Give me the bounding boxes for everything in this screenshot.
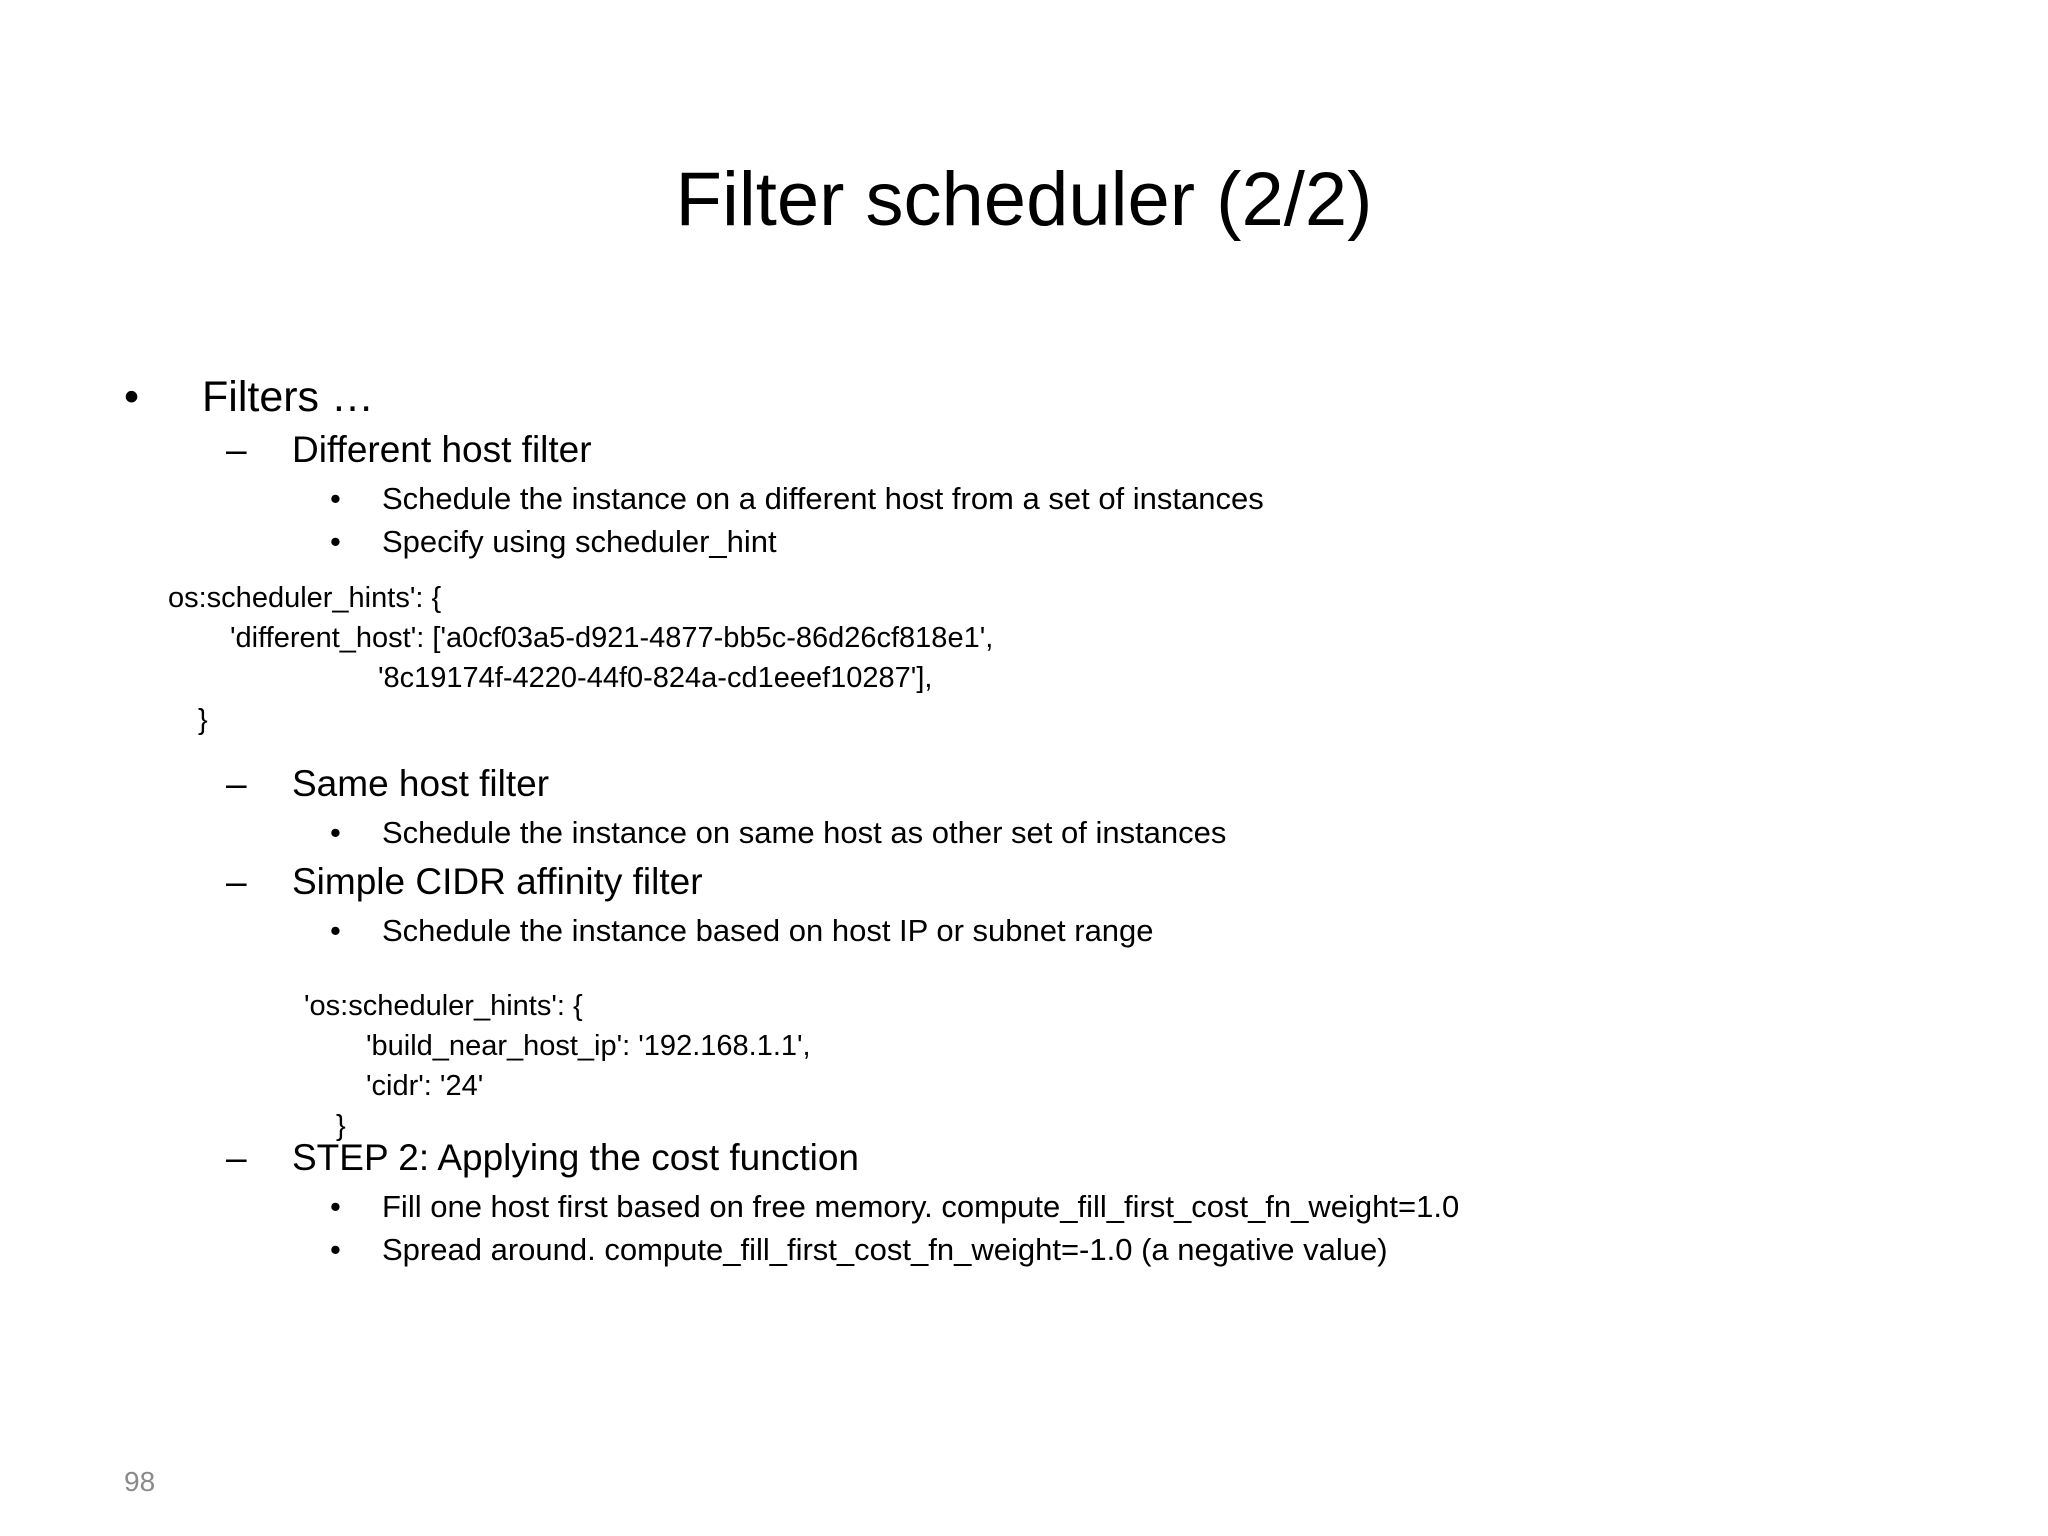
dash-step2: – [226, 1137, 247, 1178]
same-host-point-1: Schedule the instance on same host as other set of instances [382, 815, 1227, 850]
different-host-point-1: Schedule the instance on a different host from a set of instances [382, 481, 1264, 516]
dash-different-host: – [226, 429, 247, 470]
slide-title: Filter scheduler (2/2) [675, 157, 1373, 242]
bullet-same-host-1: • [330, 815, 341, 850]
dash-cidr-affinity: – [226, 861, 247, 902]
different-host-heading: Different host filter [292, 429, 592, 470]
bullet-filters: • [124, 373, 140, 421]
code-line: 'cidr': '24' [366, 1070, 484, 1102]
code-line: os:scheduler_hints': { [168, 582, 442, 614]
code-line: 'build_near_host_ip': '192.168.1.1', [366, 1030, 811, 1062]
step2-point-1: Fill one host first based on free memory. compute_fill_first_cost_fn_weight=1.0 [382, 1189, 1460, 1224]
step2-point-2: Spread around. compute_fill_first_cost_fn_weight=-1.0 (a negative value) [382, 1232, 1388, 1267]
bullet-step2-1: • [330, 1189, 341, 1224]
cidr-affinity-heading: Simple CIDR affinity filter [292, 861, 703, 902]
slide-number: 98 [124, 1466, 156, 1497]
code-line: 'os:scheduler_hints': { [304, 990, 583, 1022]
code-line: '8c19174f-4220-44f0-824a-cd1eeef10287'], [378, 662, 933, 694]
code-line: } [336, 1110, 346, 1142]
step2-heading: STEP 2: Applying the cost function [292, 1137, 859, 1178]
different-host-point-2: Specify using scheduler_hint [382, 524, 777, 559]
filters-heading: Filters … [202, 373, 374, 421]
cidr-affinity-point-1: Schedule the instance based on host IP or subnet range [382, 913, 1154, 948]
same-host-heading: Same host filter [292, 763, 550, 804]
bullet-step2-2: • [330, 1232, 341, 1267]
bullet-different-host-1: • [330, 481, 341, 516]
dash-same-host: – [226, 763, 247, 804]
code-line: 'different_host': ['a0cf03a5-d921-4877-bb5c-86d26cf818e1', [230, 622, 994, 654]
bullet-different-host-2: • [330, 524, 341, 559]
bullet-cidr-affinity-1: • [330, 913, 341, 948]
code-line: } [198, 704, 208, 736]
